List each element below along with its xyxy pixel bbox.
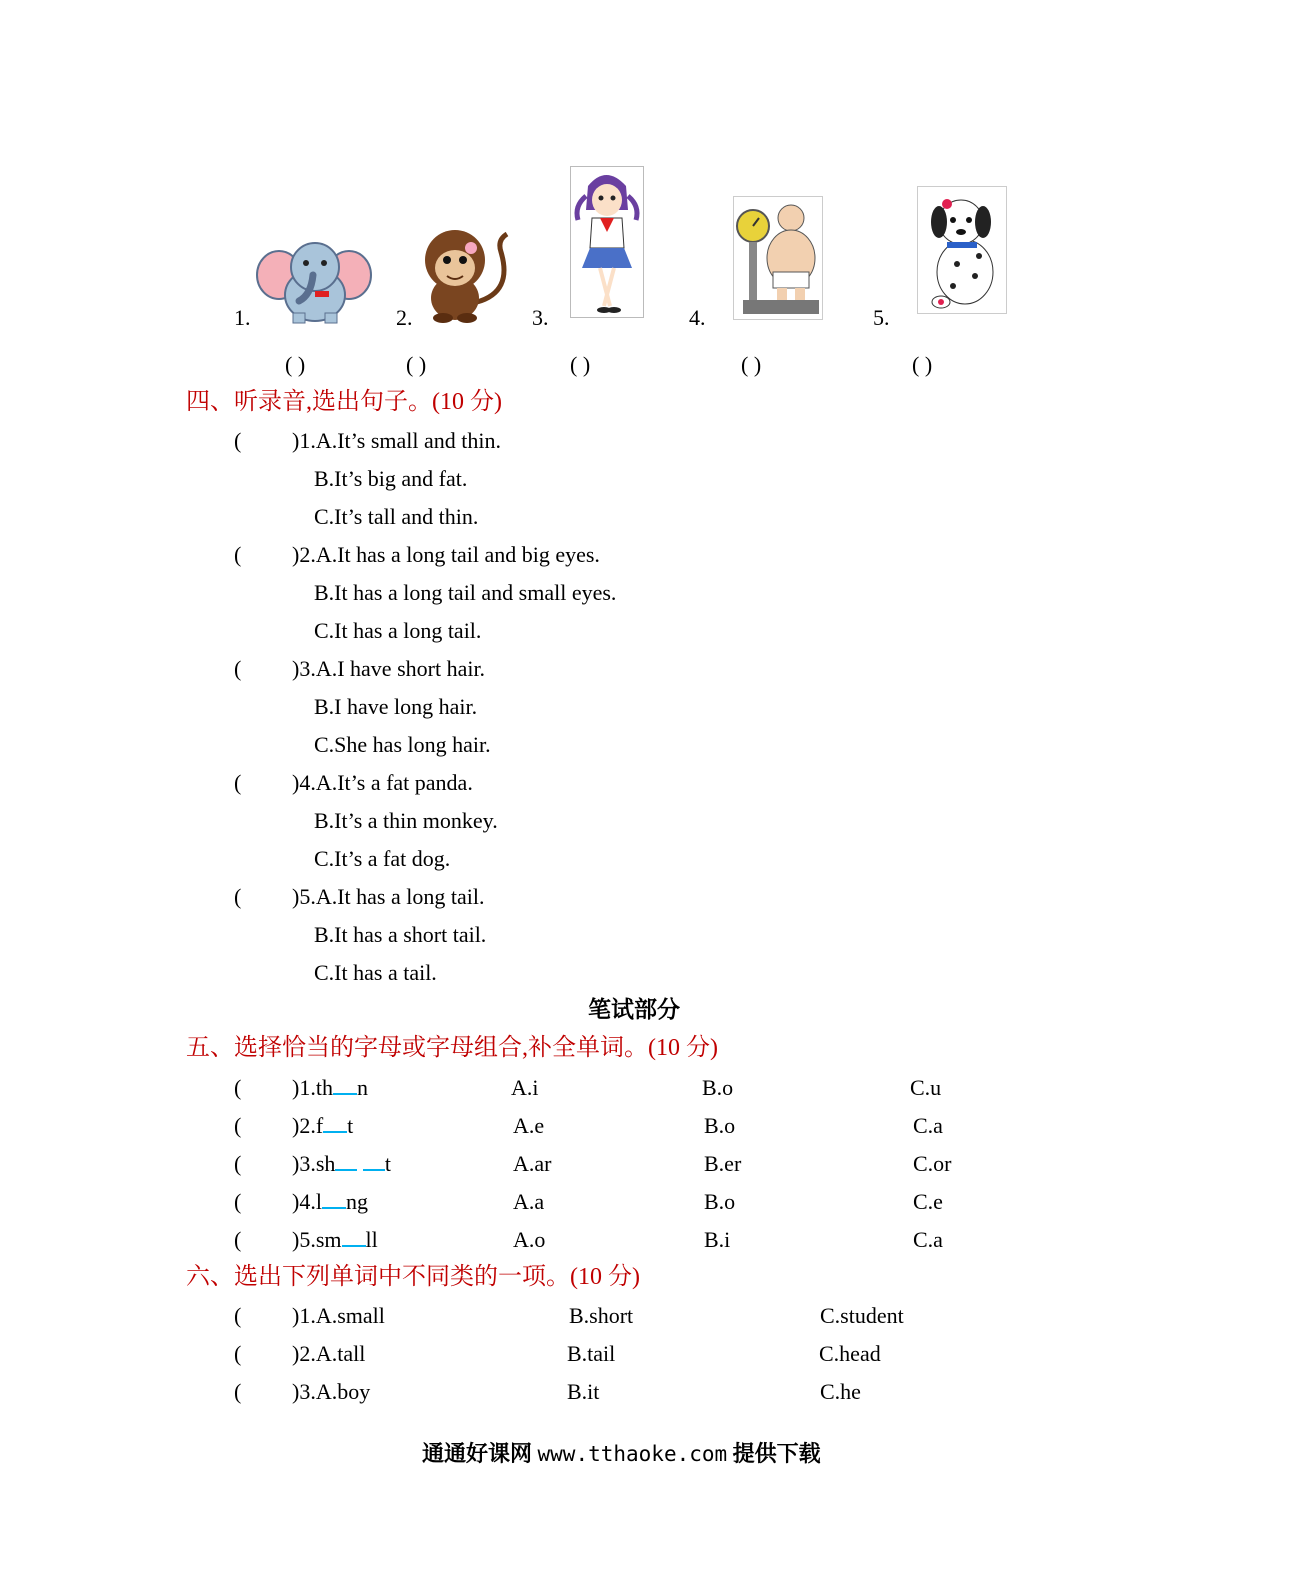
s5-q1-option-b: B.o bbox=[702, 1075, 734, 1100]
s4-q1-option-a: )1.A.It’s small and thin. bbox=[292, 428, 501, 453]
section4-title: 四、听录音,选出句子。(10 分) bbox=[186, 389, 502, 415]
s4-q5-option-c: C.It has a tail. bbox=[314, 960, 437, 985]
answer-paren[interactable]: ( ) bbox=[406, 352, 427, 377]
word-prefix: )3.sh bbox=[292, 1151, 336, 1176]
paren-open[interactable]: ( bbox=[234, 656, 242, 681]
s5-q3-word bbox=[292, 1151, 391, 1177]
s4-q2-option-a: )2.A.It has a long tail and big eyes. bbox=[292, 542, 600, 567]
girl-icon bbox=[570, 166, 644, 318]
letter-blank[interactable] bbox=[323, 1113, 347, 1133]
s5-q2-option-c: C.a bbox=[913, 1113, 943, 1138]
paren-open[interactable]: ( bbox=[234, 1379, 242, 1404]
answer-paren[interactable]: ( ) bbox=[285, 352, 306, 377]
s5-q2-word bbox=[292, 1113, 353, 1139]
picture-number: 4. bbox=[689, 305, 706, 330]
letter-blank[interactable] bbox=[335, 1151, 357, 1171]
paren-open[interactable]: ( bbox=[234, 1075, 242, 1100]
s5-q5-word bbox=[292, 1227, 378, 1253]
s6-q2-option-c: C.head bbox=[819, 1341, 881, 1366]
s5-q5-option-a: A.o bbox=[513, 1227, 546, 1252]
paren-open[interactable]: ( bbox=[234, 770, 242, 795]
paren-open[interactable]: ( bbox=[234, 1227, 242, 1252]
s5-q4-word bbox=[292, 1189, 368, 1215]
s4-q4-option-b: B.It’s a thin monkey. bbox=[314, 808, 498, 833]
footer-download-text: 提供下载 bbox=[732, 1441, 821, 1466]
word-prefix: )5.sm bbox=[292, 1227, 342, 1252]
s6-q2-option-b: B.tail bbox=[567, 1341, 616, 1366]
footer-url[interactable]: www.tthaoke.com bbox=[537, 1442, 728, 1466]
s5-q3-option-c: C.or bbox=[913, 1151, 952, 1176]
s5-q1-option-a: A.i bbox=[511, 1075, 539, 1100]
s5-q5-option-b: B.i bbox=[704, 1227, 731, 1252]
fat-man-on-scale-icon bbox=[733, 196, 823, 320]
footer bbox=[422, 1437, 821, 1468]
monkey-icon bbox=[415, 222, 515, 324]
s4-q3-option-c: C.She has long hair. bbox=[314, 732, 491, 757]
letter-blank[interactable] bbox=[342, 1227, 366, 1247]
s4-q3-option-b: B.I have long hair. bbox=[314, 694, 478, 719]
picture-number: 3. bbox=[532, 305, 549, 330]
s4-q2-option-c: C.It has a long tail. bbox=[314, 618, 482, 643]
paren-open[interactable]: ( bbox=[234, 884, 242, 909]
s5-q3-option-b: B.er bbox=[704, 1151, 742, 1176]
word-prefix: )4.l bbox=[292, 1189, 322, 1214]
s5-q3-option-a: A.ar bbox=[513, 1151, 552, 1176]
s4-q1-option-c: C.It’s tall and thin. bbox=[314, 504, 479, 529]
s4-q4-option-c: C.It’s a fat dog. bbox=[314, 846, 451, 871]
paren-open[interactable]: ( bbox=[234, 1189, 242, 1214]
letter-blank[interactable] bbox=[363, 1151, 385, 1171]
answer-paren[interactable]: ( ) bbox=[741, 352, 762, 377]
word-suffix: ng bbox=[345, 1189, 368, 1214]
s6-q2-option-a: )2.A.tall bbox=[292, 1341, 366, 1366]
paren-open[interactable]: ( bbox=[234, 1151, 242, 1176]
paren-open[interactable]: ( bbox=[234, 1113, 242, 1138]
s6-q3-option-c: C.he bbox=[820, 1379, 861, 1404]
paren-open[interactable]: ( bbox=[234, 1341, 242, 1366]
s5-q4-option-c: C.e bbox=[913, 1189, 943, 1214]
s6-q1-option-a: )1.A.small bbox=[292, 1303, 385, 1328]
word-suffix: ll bbox=[365, 1227, 378, 1252]
answer-paren[interactable]: ( ) bbox=[570, 352, 591, 377]
word-suffix: n bbox=[356, 1075, 368, 1100]
dalmatian-dog-icon bbox=[917, 186, 1007, 314]
s4-q3-option-a: )3.A.I have short hair. bbox=[292, 656, 486, 681]
elephant-icon bbox=[255, 235, 375, 327]
paren-open[interactable]: ( bbox=[234, 542, 242, 567]
s6-q1-option-b: B.short bbox=[569, 1303, 634, 1328]
s5-q5-option-c: C.a bbox=[913, 1227, 943, 1252]
letter-blank[interactable] bbox=[322, 1189, 346, 1209]
word-suffix: t bbox=[347, 1113, 354, 1138]
picture-number: 2. bbox=[396, 305, 413, 330]
s5-q4-option-a: A.a bbox=[513, 1189, 545, 1214]
s4-q2-option-b: B.It has a long tail and small eyes. bbox=[314, 580, 617, 605]
section6-title: 六、选出下列单词中不同类的一项。(10 分) bbox=[186, 1264, 640, 1290]
section5-title: 五、选择恰当的字母或字母组合,补全单词。(10 分) bbox=[186, 1035, 718, 1061]
s5-q4-option-b: B.o bbox=[704, 1189, 736, 1214]
s6-q3-option-b: B.it bbox=[567, 1379, 600, 1404]
s4-q5-option-a: )5.A.It has a long tail. bbox=[292, 884, 485, 909]
footer-site-name: 通通好课网 bbox=[422, 1441, 533, 1466]
s5-q2-option-b: B.o bbox=[704, 1113, 736, 1138]
paren-open[interactable]: ( bbox=[234, 428, 242, 453]
word-suffix: t bbox=[384, 1151, 392, 1176]
picture-number: 5. bbox=[873, 305, 890, 330]
word-prefix: )2.f bbox=[292, 1113, 324, 1138]
written-part-heading: 笔试部分 bbox=[588, 997, 680, 1022]
picture-number: 1. bbox=[234, 305, 251, 330]
s6-q1-option-c: C.student bbox=[820, 1303, 904, 1328]
word-prefix: )1.th bbox=[292, 1075, 333, 1100]
s4-q4-option-a: )4.A.It’s a fat panda. bbox=[292, 770, 473, 795]
s6-q3-option-a: )3.A.boy bbox=[292, 1379, 371, 1404]
answer-paren[interactable]: ( ) bbox=[912, 352, 933, 377]
s5-q1-word bbox=[292, 1075, 368, 1101]
s5-q2-option-a: A.e bbox=[513, 1113, 545, 1138]
paren-open[interactable]: ( bbox=[234, 1303, 242, 1328]
s5-q1-option-c: C.u bbox=[910, 1075, 942, 1100]
s4-q1-option-b: B.It’s big and fat. bbox=[314, 466, 468, 491]
letter-blank[interactable] bbox=[333, 1075, 357, 1095]
s4-q5-option-b: B.It has a short tail. bbox=[314, 922, 487, 947]
